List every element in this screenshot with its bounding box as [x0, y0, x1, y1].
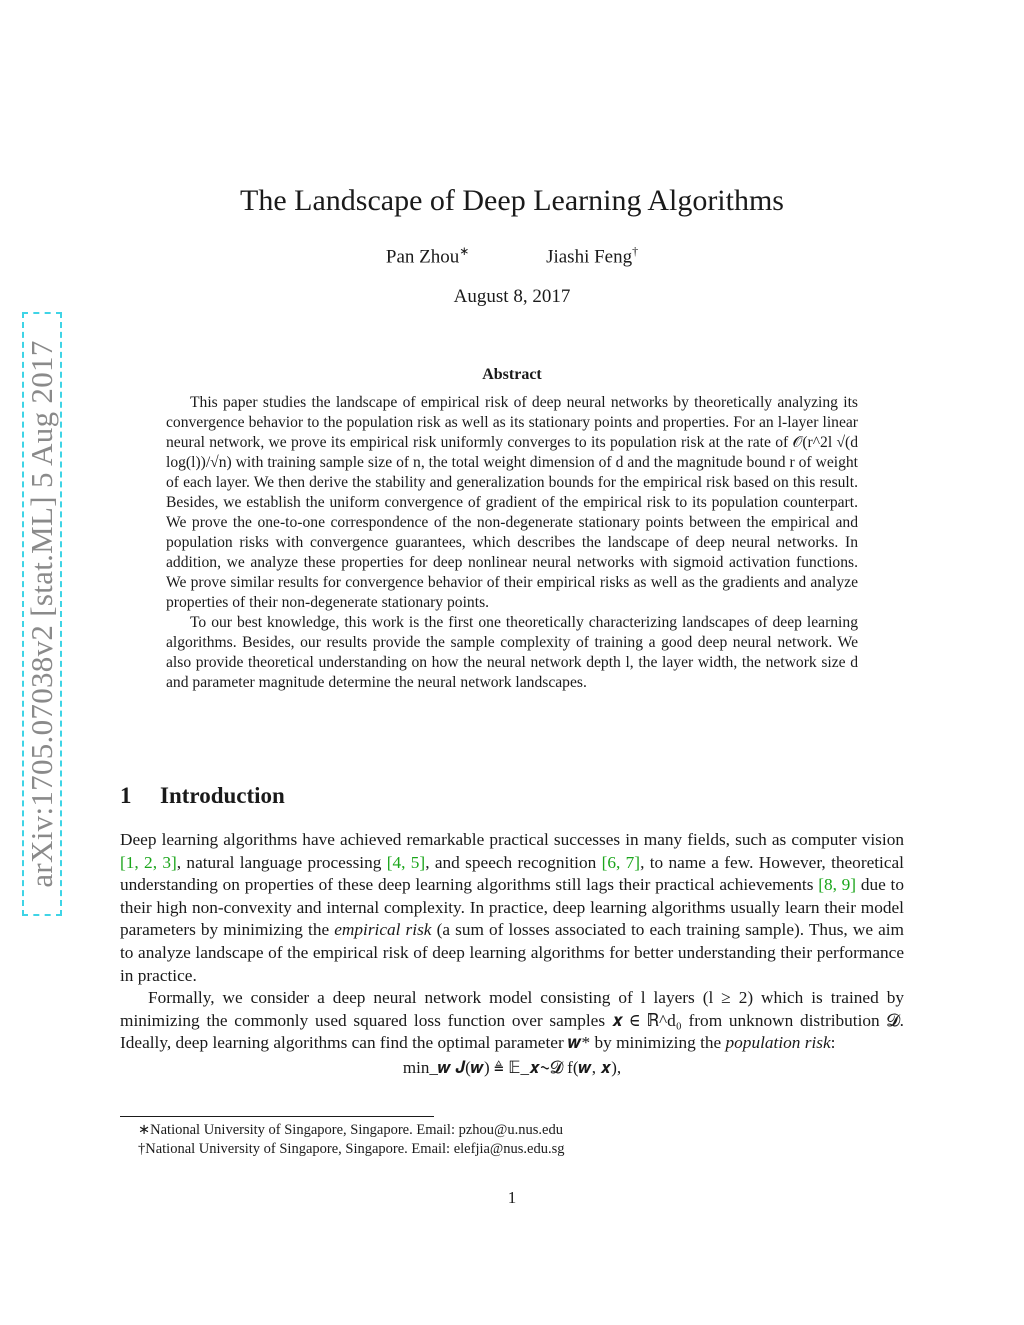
abstract-paragraph-1: This paper studies the landscape of empirical risk of deep neural networks by theoretically analyzing its convergence behavior to the population risk as well as its stationary points and properties. For an l-layer linear neural network, we prove its empirical risk uniformly converges to its population risk at the rate of 𝒪(r^2l √(d log(l))/√n) with training sample size of n, the total weight dimension of d and the magnitude bound r of weight of each layer. We then derive the stability and generalization bounds for the empirical risk based on this result. Besides, we establish the uniform convergence of gradient of the empirical risk to its population counterpart. We prove the one-to-one correspondence of the non-degenerate stationary points between the empirical and population risks with convergence guarantees, which describes the landscape of deep neural networks. In addition, we analyze these properties for deep nonlinear neural networks with sigmoid activation functions. We prove similar results for convergence behavior of their empirical risks as well as the gradients and analyze properties of their non-degenerate stationary points. [166, 394, 858, 611]
section-heading [120, 783, 285, 809]
citation-link[interactable]: [1, 2, 3] [120, 852, 177, 872]
section-title: Introduction [160, 783, 285, 808]
author-2: Jiashi Feng† [546, 244, 639, 268]
paper-title: The Landscape of Deep Learning Algorithms [240, 184, 784, 217]
arxiv-stamp-text: arXiv:1705.07038v2 [stat.ML] 5 Aug 2017 [24, 340, 59, 888]
intro-body [120, 829, 904, 1080]
paper-date: August 8, 2017 [453, 286, 571, 307]
citation-link[interactable]: [8, 9] [818, 875, 857, 895]
footnotes [120, 1121, 904, 1159]
intro-paragraph-2: Formally, we consider a deep neural network model consisting of l layers (l ≥ 2) which is trained by minimizing the commonly used squared loss function over samples 𝒙 ∈ ℝ^d₀ from unknown distribution 𝓓. Ideally, deep learning algorithms can find the optimal parameter 𝒘* by minimizing the population risk: [120, 988, 904, 1053]
footnote-rule [120, 1116, 434, 1117]
citation-link[interactable]: [6, 7] [601, 852, 641, 872]
abstract-paragraph-2: To our best knowledge, this work is the first one theoretically characterizing landscapes of deep learning algorithms. Besides, our results provide the sample complexity of training a good deep neural network. We also provide theoretical understanding on how the neural network depth l, the layer width, the network size d and parameter magnitude determine the neural network landscapes. [166, 614, 858, 691]
footnote-2: †National University of Singapore, Singapore. Email: elefjia@nus.edu.sg [138, 1141, 565, 1157]
intro-paragraph-1: Deep learning algorithms have achieved remarkable practical successes in many fields, such as computer vision [1, 2, 3], natural language processing [4, 5], and speech recognition [6, 7], to name a few. However, theoretical understanding on properties of these deep learning algorithms still lags their practical achievements [8, 9] due to their high non-convexity and internal complexity. In practice, deep learning algorithms usually learn their model parameters by minimizing the empirical risk (a sum of losses associated to each training sample). Thus, we aim to analyze landscape of the empirical risk of deep learning algorithms for better understanding their performance in practice. [120, 830, 904, 985]
population-risk-equation: min_𝒘 𝑱(𝒘) ≜ 𝔼_𝒙∼𝓓 f(𝒘, 𝒙), [402, 1057, 622, 1077]
author-1: Pan Zhou∗ [385, 244, 470, 268]
abstract-body [166, 393, 858, 693]
section-number: 1 [120, 783, 132, 808]
citation-link[interactable]: [4, 5] [386, 852, 426, 872]
arxiv-stamp [22, 312, 62, 916]
page-number: 1 [507, 1188, 517, 1207]
abstract-heading: Abstract [482, 366, 542, 383]
author-list [0, 244, 1024, 268]
footnote-1: ∗National University of Singapore, Singapore. Email: pzhou@u.nus.edu [138, 1122, 563, 1138]
